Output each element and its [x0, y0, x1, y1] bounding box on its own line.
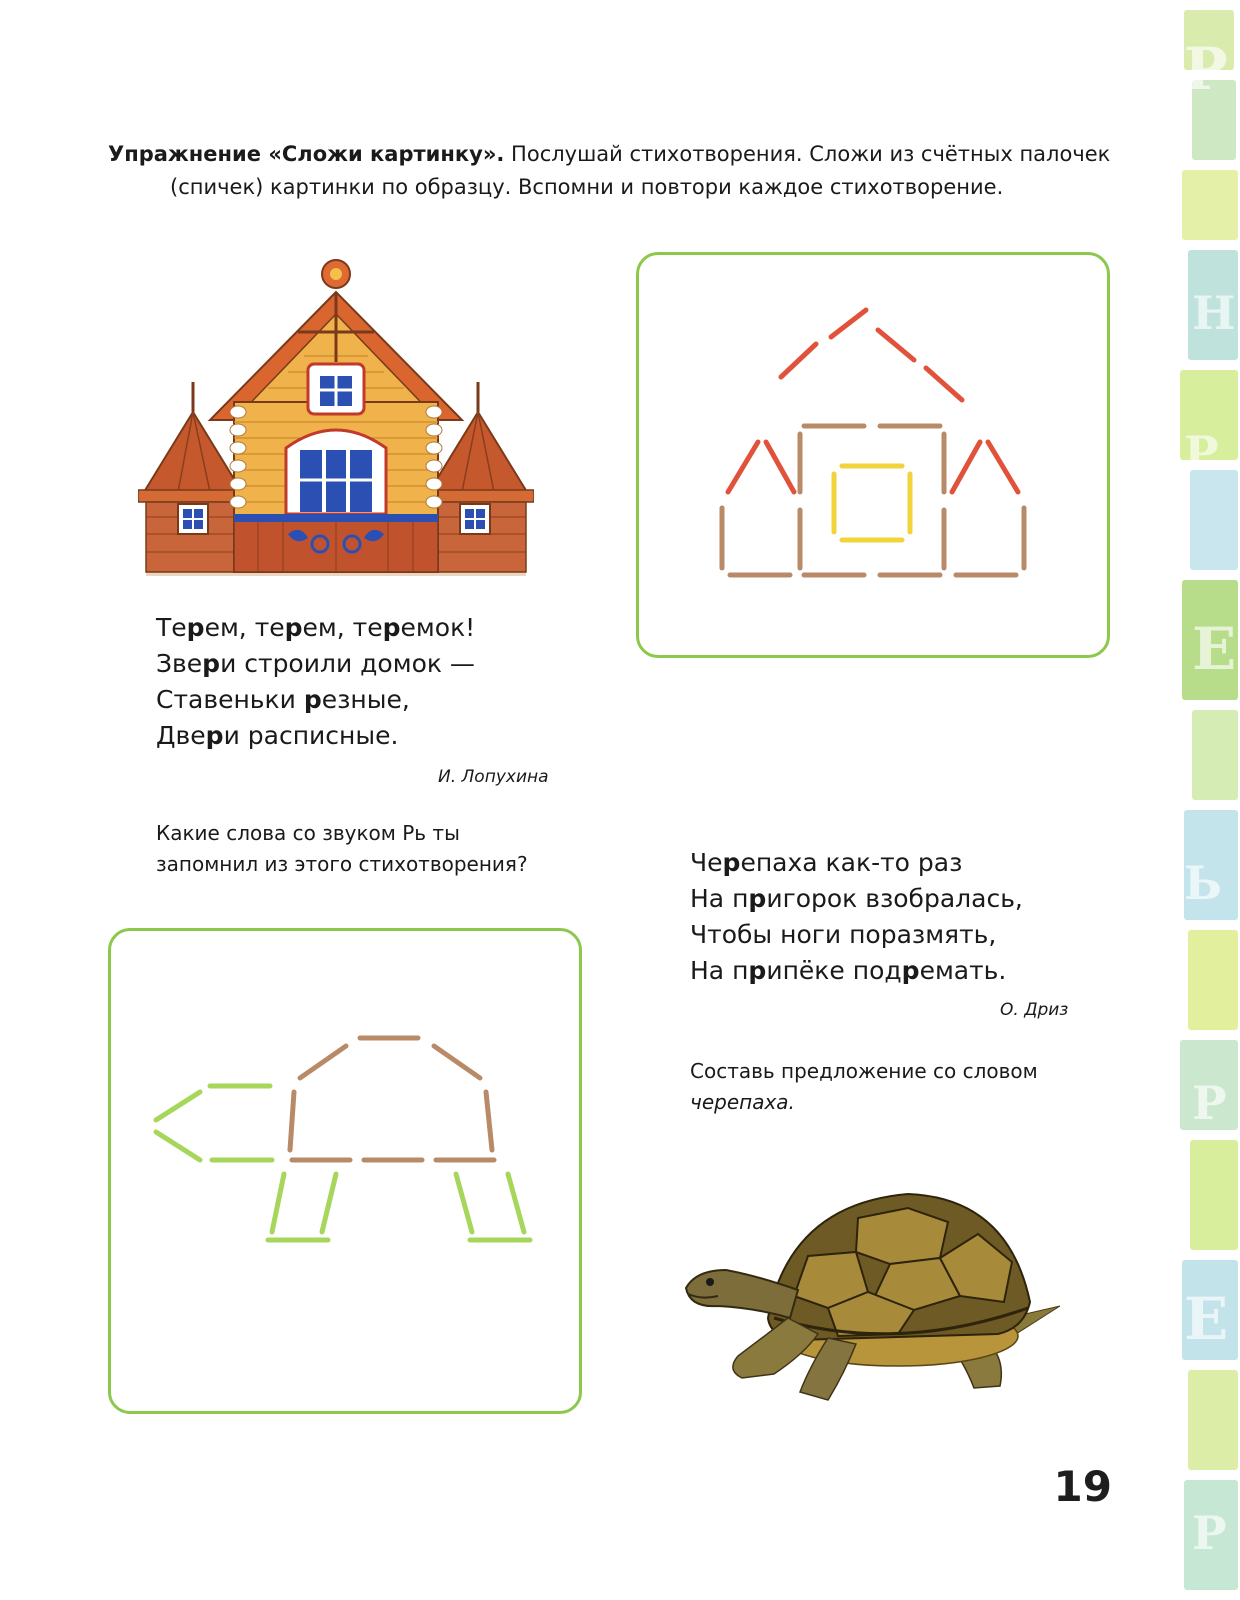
question-sound-r [156, 818, 528, 880]
poem2-line-4 [690, 953, 1023, 989]
poem1-line-3 [156, 682, 475, 718]
poem-text-segment: Зве [156, 649, 203, 678]
stick-shell-3 [434, 1046, 480, 1078]
poem1-line-2 [156, 646, 475, 682]
stick-shell-5 [486, 1092, 492, 1150]
stick-roof-left-1 [781, 344, 816, 377]
stick-head-nose-2 [156, 1132, 200, 1160]
bold-r-letter: р [284, 613, 303, 642]
poem-text-segment: ем, те [302, 613, 383, 642]
bold-r-letter: р [303, 685, 322, 714]
bold-r-letter: р [186, 613, 205, 642]
decorative-letter: Ь [1184, 856, 1222, 910]
bold-r-letter: р [901, 956, 920, 985]
bold-r-letter: р [722, 848, 741, 877]
stick-shell-1 [300, 1046, 346, 1078]
poem-text-segment: епаха как-то раз [740, 848, 963, 877]
poem-text-segment: емать. [919, 956, 1007, 985]
poem-text-segment: и строили домок — [220, 649, 475, 678]
stick-right-turret-2 [988, 442, 1018, 492]
stick-roof-left-2 [831, 310, 866, 337]
poem-text-segment: Чтобы ноги поразмять, [690, 920, 997, 949]
poem2-line-3 [690, 917, 1023, 953]
task2-line-1: Составь предложение со словом [690, 1059, 1038, 1083]
stick-right-turret-1 [952, 442, 980, 492]
decorative-letter: Р [1184, 426, 1219, 480]
turtle-stick-pattern [108, 928, 582, 1414]
poem-text-segment: игорок взобралась, [766, 884, 1023, 913]
decorative-letter: Е [1192, 615, 1237, 683]
bold-r-letter: р [202, 649, 221, 678]
instruction-line-2: (спичек) картинки по образцу. Вспомни и повтори каждое стихотворение. [170, 175, 1004, 199]
stick-head-nose-1 [156, 1092, 200, 1120]
question-line-2: запомнил из этого стихотворения? [156, 852, 528, 876]
task-make-sentence [690, 1056, 1038, 1118]
main-house [210, 260, 462, 572]
poem-text-segment: и расписные. [223, 721, 399, 750]
stick-back-leg-2 [508, 1174, 524, 1232]
page-number: 19 [1053, 1462, 1112, 1511]
house-stick-pattern [636, 252, 1110, 658]
bold-r-letter: р [748, 884, 767, 913]
decorative-letter: Н [1192, 286, 1236, 340]
decorative-letter: Р [1184, 35, 1228, 103]
decorative-letter: Е [1184, 1285, 1229, 1353]
exercise-title: Упражнение «Сложи картинку». [108, 142, 505, 166]
stick-shell-4 [290, 1092, 294, 1150]
poem1-line-4 [156, 718, 475, 754]
instruction-line-1: Послушай стихотворения. Сложи из счётных палочек [504, 142, 1111, 166]
question-line-1: Какие слова со звуком Рь ты [156, 821, 460, 845]
poem-text-segment: Те [156, 613, 187, 642]
poem-text-segment: Ставеньки [156, 685, 304, 714]
poem2-line-2 [690, 881, 1023, 917]
stick-roof-right-2 [926, 368, 962, 400]
poem-text-segment: емок! [400, 613, 476, 642]
poem1-author: И. Лопухина [438, 767, 549, 787]
bold-r-letter: р [748, 956, 767, 985]
poem2-line-1 [690, 845, 1023, 881]
poem-text-segment: ем, те [204, 613, 285, 642]
poem-text-segment: На п [690, 884, 749, 913]
poem-text-segment: ипёке под [766, 956, 902, 985]
poem-text-segment: Че [690, 848, 723, 877]
poem-text-segment: Две [156, 721, 206, 750]
stick-left-turret-1 [728, 442, 758, 492]
poem-text-segment: На п [690, 956, 749, 985]
poem-text-segment: езные, [321, 685, 410, 714]
stick-left-turret-2 [766, 442, 794, 492]
tower-house-illustration [138, 252, 534, 584]
bold-r-letter: р [205, 721, 224, 750]
stick-roof-right-1 [878, 330, 914, 360]
turtle-illustration [678, 1178, 1070, 1410]
stick-front-leg-2 [322, 1174, 336, 1232]
decorative-letter: Р [1192, 1076, 1227, 1130]
poem-turtle [690, 845, 1023, 989]
poem-teremok [156, 610, 475, 754]
poem2-author: О. Дриз [1000, 1000, 1069, 1020]
bold-r-letter: р [382, 613, 401, 642]
stick-back-leg-1 [456, 1174, 472, 1232]
decorative-letter: Р [1192, 1506, 1227, 1560]
stick-front-leg-1 [272, 1174, 284, 1232]
task2-word-turtle: черепаха. [690, 1090, 795, 1114]
decorative-letter-border [1178, 0, 1240, 1600]
exercise-instruction [108, 138, 1128, 204]
poem1-line-1 [156, 610, 475, 646]
